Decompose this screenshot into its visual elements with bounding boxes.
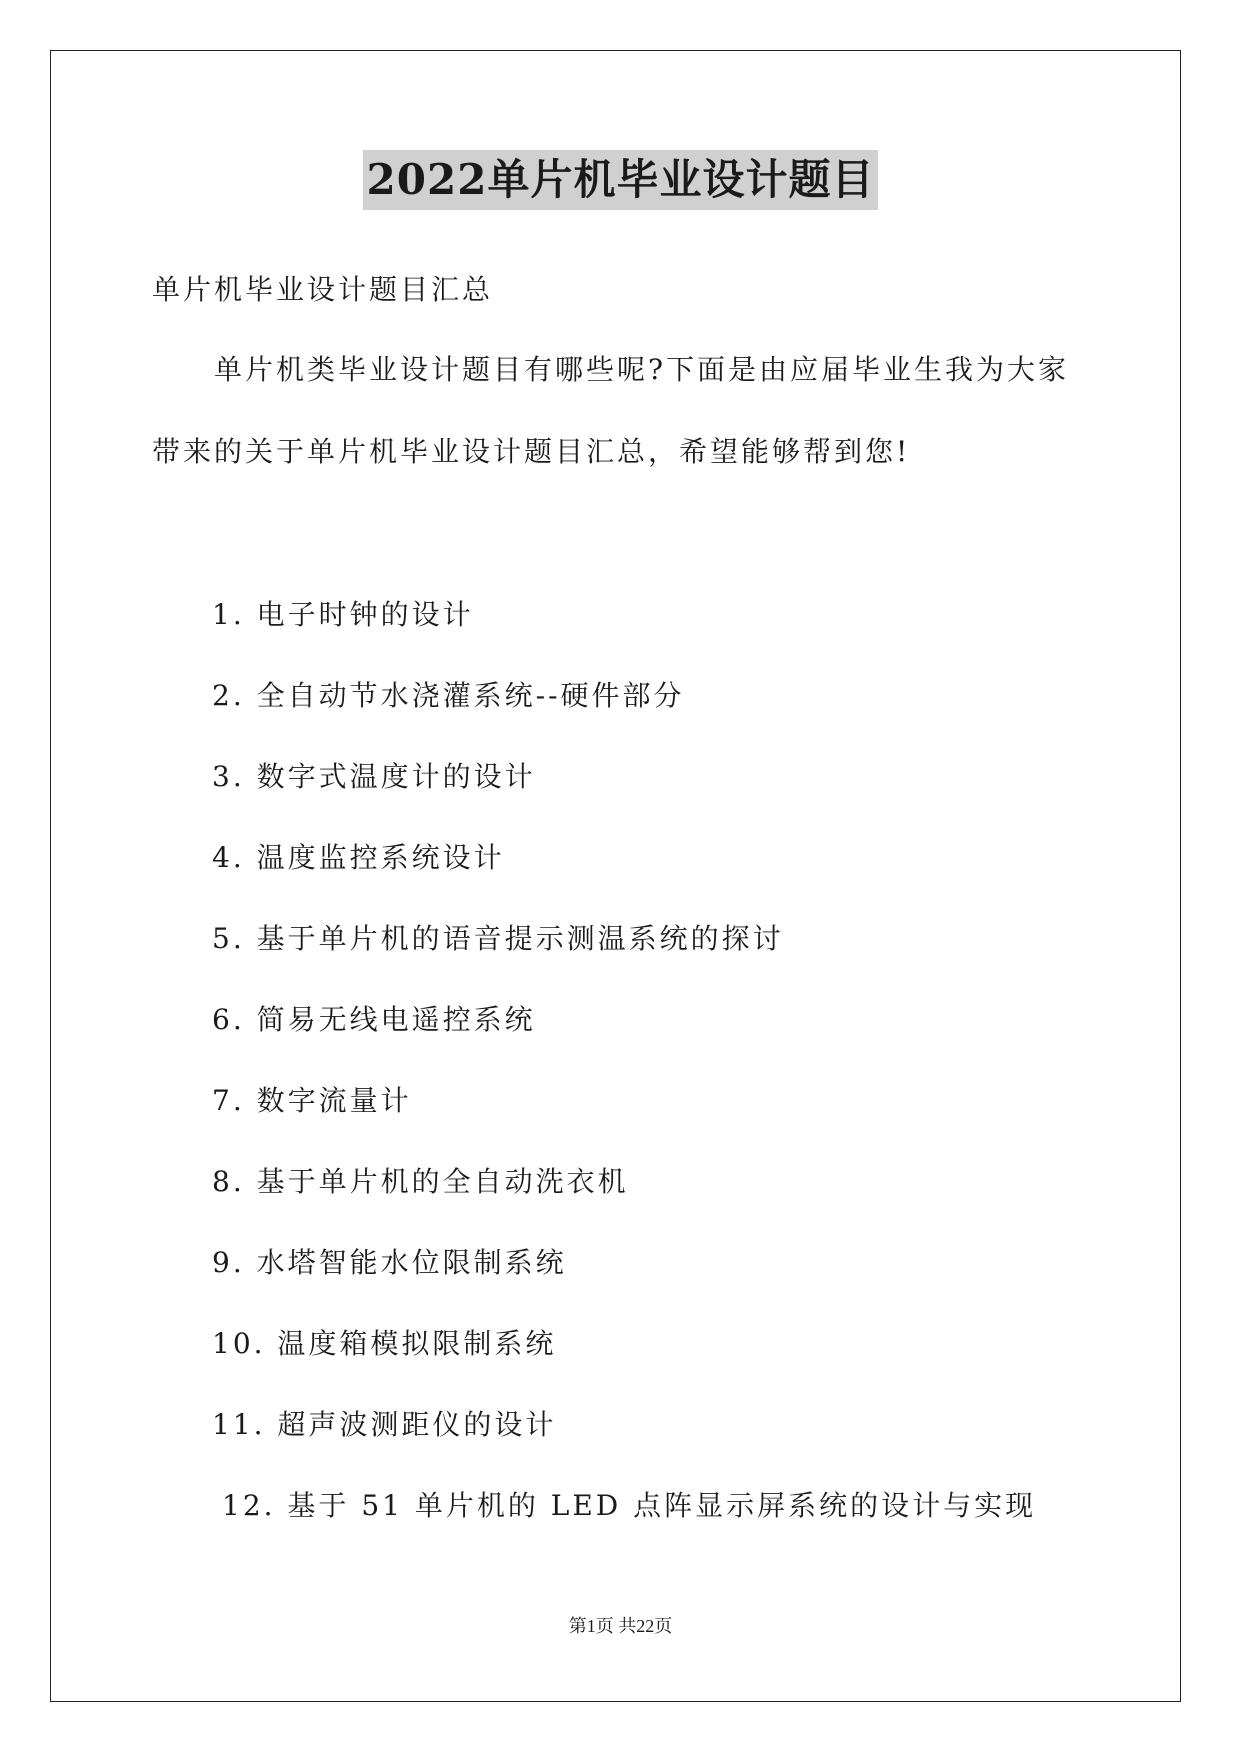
- intro-paragraph-line-1: 单片机类毕业设计题目有哪些呢?下面是由应届毕业生我为大家: [214, 353, 1070, 386]
- list-item: 3. 数字式温度计的设计: [212, 760, 536, 793]
- list-item: 1. 电子时钟的设计: [212, 598, 474, 631]
- list-item: 12. 基于 51 单片机的 LED 点阵显示屏系统的设计与实现: [222, 1489, 1037, 1522]
- list-item: 9. 水塔智能水位限制系统: [212, 1246, 567, 1279]
- document-title: 2022单片机毕业设计题目: [363, 150, 879, 210]
- list-item: 8. 基于单片机的全自动洗衣机: [212, 1165, 629, 1198]
- list-item: 5. 基于单片机的语音提示测温系统的探讨: [212, 922, 784, 955]
- page-number-footer: 第1页 共22页: [568, 1616, 673, 1636]
- title-container: [0, 150, 1241, 210]
- list-item: 11. 超声波测距仪的设计: [212, 1408, 557, 1441]
- list-item: 4. 温度监控系统设计: [212, 841, 505, 874]
- intro-paragraph-line-2: 带来的关于单片机毕业设计题目汇总，希望能够帮到您!: [152, 435, 911, 468]
- list-item: 6. 简易无线电遥控系统: [212, 1003, 536, 1036]
- list-item: 10. 温度箱模拟限制系统: [212, 1327, 557, 1360]
- list-item: 2. 全自动节水浇灌系统--硬件部分: [212, 679, 685, 712]
- list-item: 7. 数字流量计: [212, 1084, 412, 1117]
- document-subtitle: 单片机毕业设计题目汇总: [152, 273, 494, 306]
